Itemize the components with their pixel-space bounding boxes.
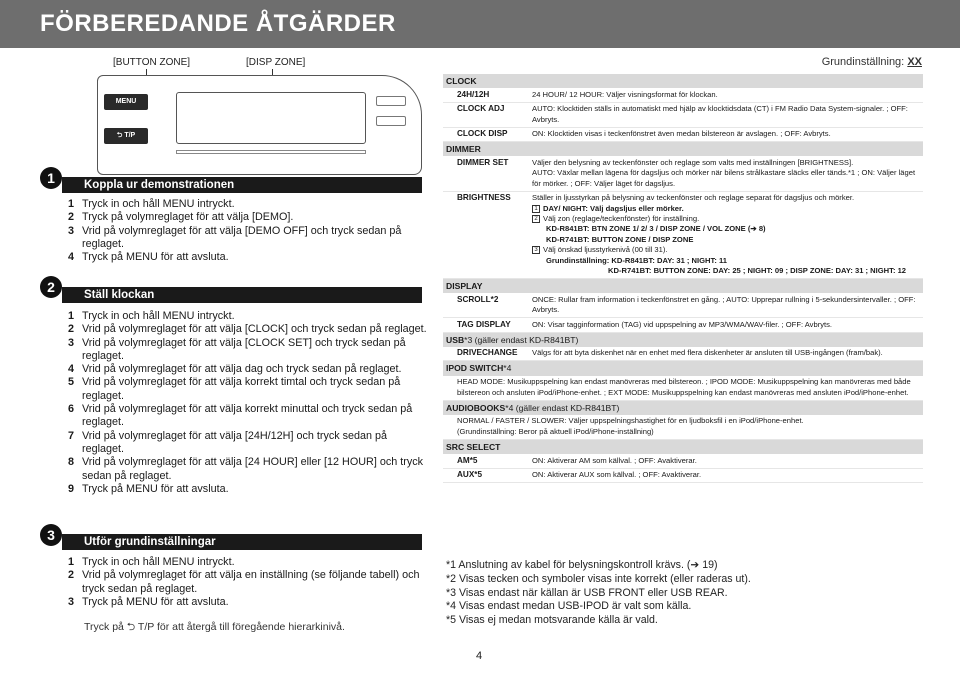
table-row: 24H/12H 24 HOUR/ 12 HOUR: Väljer visningsformat för klockan. (443, 88, 923, 102)
page-header (0, 0, 960, 48)
settings-table (443, 74, 923, 483)
table-row: TAG DISPLAY ON: Visar tagginformation (TAG) vid uppspelning av MP3/WMA/WAV-filer. ; OFF: Avbryts. (443, 318, 923, 332)
table-row: NORMAL / FASTER / SLOWER: Väljer uppspelningshastighet för en ljudboksfil i en iPod/iPhone-enhet. (Grundinställning: Beror på aktuell iPod/iPhone-inställning) (443, 415, 923, 439)
step-3-list (68, 556, 428, 609)
step-title: Utför grundinställningar (62, 534, 422, 550)
list-item: 1 Tryck in och håll MENU intryckt. (68, 310, 235, 322)
step-number: 3 (40, 524, 62, 546)
table-row: SCROLL*2 ONCE: Rullar fram information i teckenfönstret en gång. ; AUTO: Upprepar rullning i 5-sekundersintervaller. ; OFF: Avbryts. (443, 293, 923, 317)
button-zone-label: [BUTTON ZONE] (113, 57, 191, 68)
list-item: 1 Tryck in och håll MENU intryckt. (68, 556, 235, 568)
table-row: HEAD MODE: Musikuppspelning kan endast manövreras med bilstereon. ; IPOD MODE: Musikuppspelning kan manövreras med både bilstereon och ansluten iPod/iPhone-enhet. ; EXT MODE: Musikuppspelning kan endast manövreras med ansluten iPod/iPhone-enhet. (443, 376, 923, 400)
list-item: 3 Vrid på volymreglaget för att välja [CLOCK SET] och tryck sedan på reglaget. (68, 336, 406, 362)
category-ipod-switch: IPOD SWITCH*4 (443, 361, 923, 376)
step-title: Koppla ur demonstrationen (62, 177, 422, 193)
page-title: FÖRBEREDANDE ÅTGÄRDER (40, 10, 396, 37)
list-item: 3 Tryck på MENU för att avsluta. (68, 595, 229, 608)
table-row: AUX*5 ON: Aktiverar AUX som källval. ; OFF: Avaktiverar. (443, 468, 923, 482)
list-item: 2 Tryck på volymreglaget för att välja [DEMO]. (68, 211, 294, 224)
device-button (376, 96, 406, 106)
list-item: 5 Vrid på volymreglaget för att välja korrekt timtal och tryck sedan på reglaget. (68, 376, 401, 402)
step-2-list (68, 310, 428, 496)
tp-button: ⮌ T/P (104, 128, 148, 144)
category-clock: CLOCK (443, 74, 923, 88)
footnote: *1 Anslutning av kabel för belysningskontroll krävs. (➔ 19) (446, 559, 718, 571)
step-number: 2 (40, 276, 62, 298)
footnote: *5 Visas ej medan motsvarande källa är vald. (446, 614, 658, 627)
list-item: 2 Vrid på volymreglaget för att välja en inställning (se följande tabell) och tryck sedan på reglaget. (68, 569, 420, 595)
table-row: CLOCK ADJ AUTO: Klocktiden ställs in automatiskt med hjälp av klocktidsdata (CT) i FM Radio Data System-signaler. ; OFF: Avbryts. (443, 102, 923, 127)
step-1-list (68, 198, 428, 264)
table-row: DIMMER SET Väljer den belysning av teckenfönster och reglage som valts med inställningen [BRIGHTNESS]. AUTO: Växlar mellan lägena för dagsljus och mörker när bilens strålkastare släcks eller tänds.*1 ; ON: Väljer läget för mörker. ; OFF: Väljer läget för dagsljus. (443, 156, 923, 191)
list-item: 7 Vrid på volymreglaget för att välja [24H/12H] och tryck sedan på reglaget. (68, 429, 388, 455)
table-row: DRIVECHANGE Välgs för att byta diskenhet när en enhet med flera diskenheter är ansluten till USB-ingången (fram/bak). (443, 347, 923, 361)
default-setting-legend: Grundinställning: XX (821, 56, 922, 68)
footnote: *4 Visas endast medan USB-IPOD är valt som källa. (446, 600, 692, 613)
step-number: 1 (40, 167, 62, 189)
menu-button: MENU (104, 94, 148, 110)
table-row: BRIGHTNESS Ställer in ljusstyrkan på belysning av teckenfönster och reglage separat för dagsljus och mörker. 1 DAY/ NIGHT: Välj dagsljus eller mörker. 2 Välj zon (reglage/teckenfönster) för inställning. KD-R841BT: BTN ZONE 1/ 2/ 3 / DISP ZONE / VOL ZONE (➔ 8) KD-R741BT: BUTTON ZONE / DISP ZONE 3 Välj önskad ljusstyrkenivå (00 till 31). Grundinställning: KD-R841BT: DAY: 31 ; NIGHT: 11 KD-R741BT: BUTTON ZONE: DAY: 25 ; NIGHT: 09 ; DISP ZONE: DAY: 31 ; NIGHT: 12 (443, 191, 923, 278)
step-box-icon: 2 (532, 215, 540, 223)
cd-slot (176, 150, 366, 154)
list-item: 8 Vrid på volymreglaget för att välja [24 HOUR] eller [12 HOUR] och tryck sedan på reglaget. (68, 456, 424, 482)
list-item: 4 Tryck på MENU för att avsluta. (68, 251, 229, 264)
footnote: *3 Visas endast när källan är USB FRONT eller USB REAR. (446, 586, 728, 599)
category-usb: USB*3 (gäller endast KD-R841BT) (443, 332, 923, 347)
category-dimmer: DIMMER (443, 142, 923, 157)
list-item: 6 Vrid på volymreglaget för att välja korrekt minuttal och tryck sedan på reglaget. (68, 403, 413, 429)
step-box-icon: 1 (532, 205, 540, 213)
disp-zone-label: [DISP ZONE] (246, 57, 306, 68)
display-window (176, 92, 366, 144)
page-number: 4 (476, 650, 483, 662)
category-display: DISPLAY (443, 278, 923, 293)
list-item: 2 Vrid på volymreglaget för att välja [CLOCK] och tryck sedan på reglaget. (68, 323, 427, 336)
table-row: CLOCK DISP ON: Klocktiden visas i teckenfönstret även medan bilstereon är avslagen. ; OFF: Avbryts. (443, 127, 923, 141)
list-item: 3 Vrid på volymreglaget för att välja [DEMO OFF] och tryck sedan på reglaget. (68, 224, 402, 250)
category-audiobooks: AUDIOBOOKS*4 (gäller endast KD-R841BT) (443, 400, 923, 415)
list-item: 4 Vrid på volymreglaget för att välja dag och tryck sedan på reglaget. (68, 363, 402, 376)
list-item: 1 Tryck in och håll MENU intryckt. (68, 198, 235, 210)
car-stereo-illustration (97, 75, 422, 175)
step-title: Ställ klockan (62, 287, 422, 303)
step-box-icon: 3 (532, 246, 540, 254)
category-src-select: SRC SELECT (443, 439, 923, 454)
back-note: Tryck på ⮌ T/P för att återgå till föregående hierarkinivå. (84, 621, 345, 633)
footnotes (446, 559, 751, 628)
footnote: *2 Visas tecken och symboler visas inte korrekt (eller raderas ut). (446, 572, 751, 585)
table-row: AM*5 ON: Aktiverar AM som källval. ; OFF: Avaktiverar. (443, 454, 923, 468)
list-item: 9 Tryck på MENU för att avsluta. (68, 482, 229, 495)
device-button (376, 116, 406, 126)
